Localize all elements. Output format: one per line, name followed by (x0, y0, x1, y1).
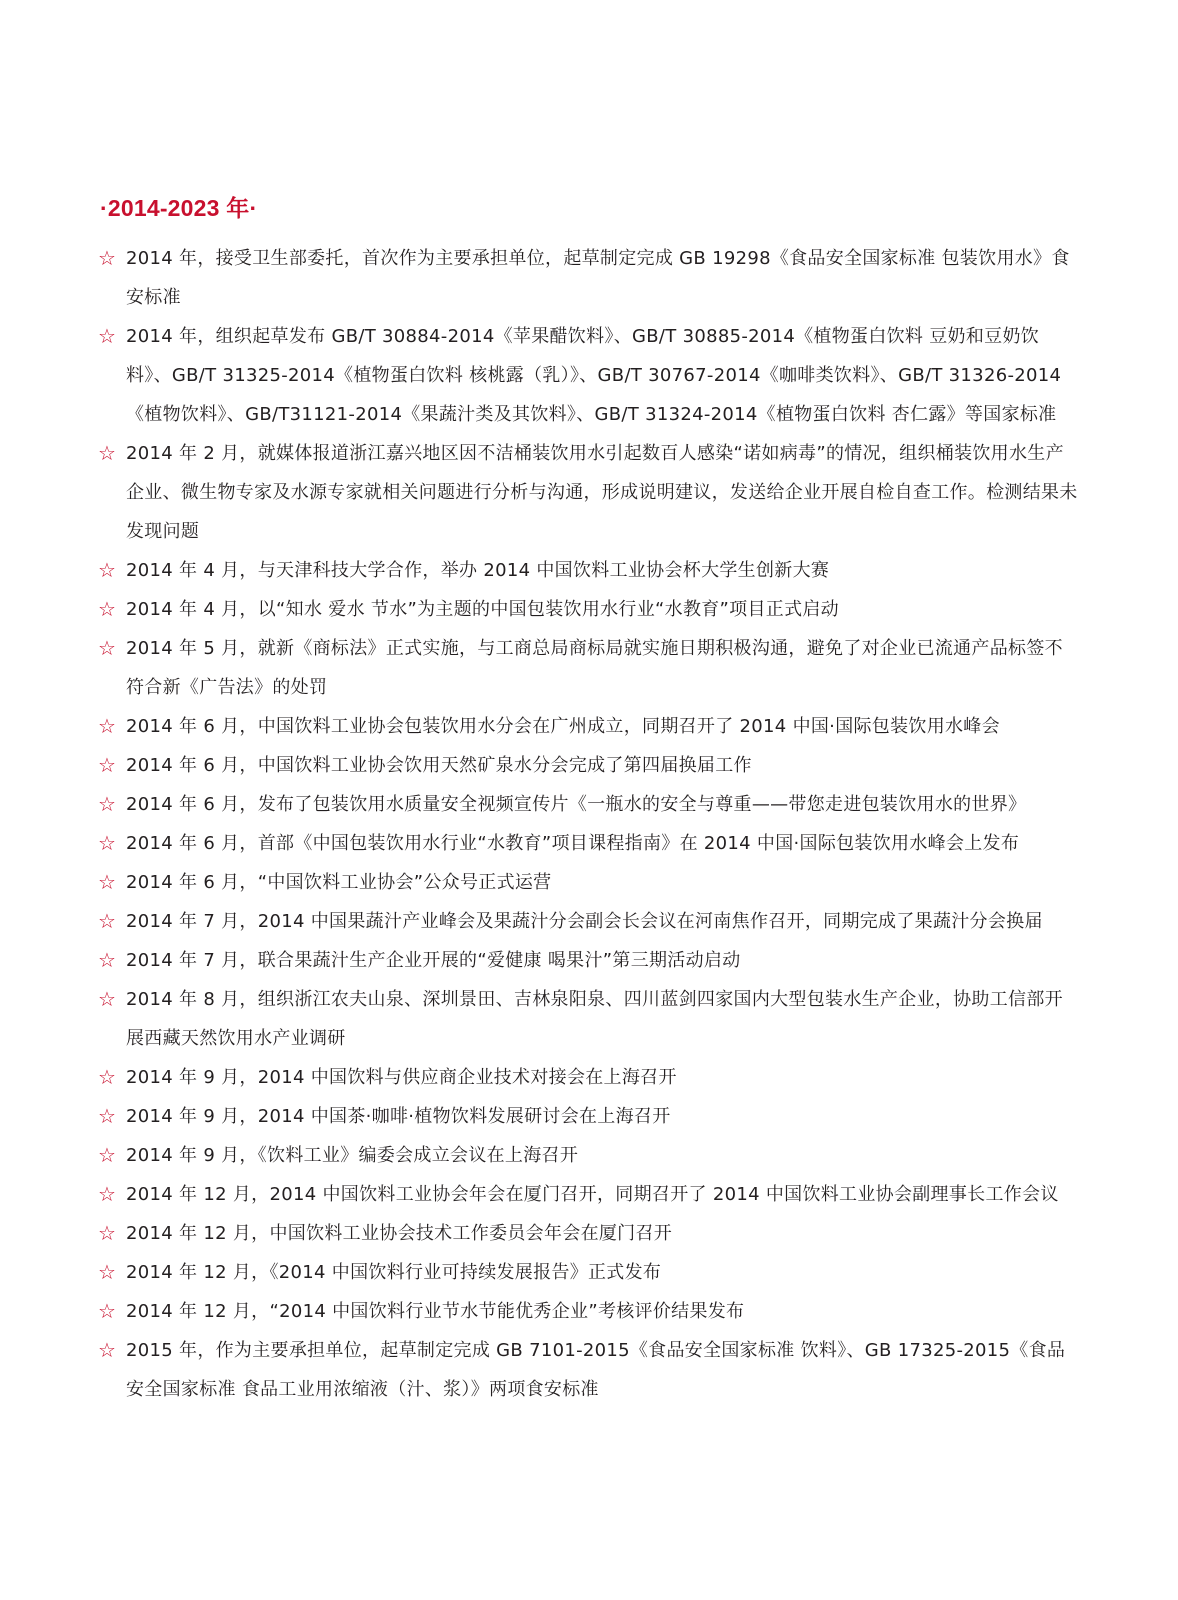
milestone-entry (98, 1292, 1078, 1331)
star-bullet-icon: ☆ (98, 558, 117, 582)
milestone-entry (98, 746, 1078, 785)
star-bullet-icon: ☆ (98, 441, 117, 465)
milestone-entry (98, 317, 1078, 434)
star-bullet-icon: ☆ (98, 324, 117, 348)
milestone-text: 2014 年 7 月，2014 中国果蔬汁产业峰会及果蔬汁分会副会长会议在河南焦作召开，同期完成了果蔬汁分会换届 (126, 911, 1043, 932)
milestone-entry (98, 1175, 1078, 1214)
milestone-text: 2014 年 9 月，2014 中国饮料与供应商企业技术对接会在上海召开 (126, 1067, 677, 1088)
milestone-entry (98, 1136, 1078, 1175)
milestone-text: 2014 年 12 月，《2014 中国饮料行业可持续发展报告》正式发布 (126, 1262, 662, 1283)
milestone-text: 2014 年 6 月，中国饮料工业协会包装饮用水分会在广州成立，同期召开了 2014 中国·国际包装饮用水峰会 (126, 716, 1000, 737)
milestone-entry (98, 863, 1078, 902)
star-bullet-icon: ☆ (98, 870, 117, 894)
section-title: ·2014-2023 年· (100, 195, 258, 221)
milestone-text: 2014 年 12 月，“2014 中国饮料行业节水节能优秀企业”考核评价结果发布 (126, 1301, 745, 1322)
milestone-text: 2015 年，作为主要承担单位，起草制定完成 GB 7101-2015《食品安全国家标准 饮料》、GB 17325-2015《食品安全国家标准 食品工业用浓缩液（汁、浆）》两项食安标准 (126, 1340, 1066, 1400)
milestone-entry (98, 1214, 1078, 1253)
milestone-entry (98, 1253, 1078, 1292)
star-bullet-icon: ☆ (98, 792, 117, 816)
star-bullet-icon: ☆ (98, 909, 117, 933)
milestone-text: 2014 年 12 月，中国饮料工业协会技术工作委员会年会在厦门召开 (126, 1223, 673, 1244)
milestone-text: 2014 年 6 月，中国饮料工业协会饮用天然矿泉水分会完成了第四届换届工作 (126, 755, 752, 776)
milestone-text: 2014 年，组织起草发布 GB/T 30884-2014《苹果醋饮料》、GB/T 30885-2014《植物蛋白饮料 豆奶和豆奶饮料》、GB/T 31325-2014《植物蛋白饮料 核桃露（乳）》、GB/T 30767-2014《咖啡类饮料》、GB/T 31326-2014《植物饮料》、GB/T31121-2014《果蔬汁类及其饮料》、GB/T 31324-2014《植物蛋白饮料 杏仁露》等国家标准 (126, 326, 1062, 425)
star-bullet-icon: ☆ (98, 597, 117, 621)
star-bullet-icon: ☆ (98, 1143, 117, 1167)
star-bullet-icon: ☆ (98, 636, 117, 660)
star-bullet-icon: ☆ (98, 1065, 117, 1089)
milestone-text: 2014 年 2 月，就媒体报道浙江嘉兴地区因不洁桶装饮用水引起数百人感染“诺如病毒”的情况，组织桶装饮用水生产企业、微生物专家及水源专家就相关问题进行分析与沟通，形成说明建议，发送给企业开展自检自查工作。检测结果未发现问题 (126, 443, 1078, 542)
milestone-entry (98, 590, 1078, 629)
star-bullet-icon: ☆ (98, 714, 117, 738)
star-bullet-icon: ☆ (98, 1104, 117, 1128)
milestone-entry (98, 239, 1078, 317)
milestone-text: 2014 年 6 月，首部《中国包装饮用水行业“水教育”项目课程指南》在 2014 中国·国际包装饮用水峰会上发布 (126, 833, 1020, 854)
milestone-entry (98, 824, 1078, 863)
milestone-text: 2014 年 5 月，就新《商标法》正式实施，与工商总局商标局就实施日期积极沟通，避免了对企业已流通产品标签不符合新《广告法》的处罚 (126, 638, 1063, 698)
milestone-entry (98, 707, 1078, 746)
milestone-text: 2014 年 9 月，2014 中国茶·咖啡·植物饮料发展研讨会在上海召开 (126, 1106, 671, 1127)
milestone-entry (98, 980, 1078, 1058)
milestone-entry (98, 941, 1078, 980)
milestone-text: 2014 年 8 月，组织浙江农夫山泉、深圳景田、吉林泉阳泉、四川蓝剑四家国内大型包装水生产企业，协助工信部开展西藏天然饮用水产业调研 (126, 989, 1063, 1049)
milestone-text: 2014 年 4 月，与天津科技大学合作，举办 2014 中国饮料工业协会杯大学生创新大赛 (126, 560, 830, 581)
star-bullet-icon: ☆ (98, 246, 117, 270)
star-bullet-icon: ☆ (98, 1260, 117, 1284)
star-bullet-icon: ☆ (98, 831, 117, 855)
milestone-text: 2014 年 7 月，联合果蔬汁生产企业开展的“爱健康 喝果汁”第三期活动启动 (126, 950, 741, 971)
milestone-text: 2014 年 9 月，《饮料工业》编委会成立会议在上海召开 (126, 1145, 579, 1166)
star-bullet-icon: ☆ (98, 1338, 117, 1362)
star-bullet-icon: ☆ (98, 1182, 117, 1206)
milestone-text: 2014 年 12 月，2014 中国饮料工业协会年会在厦门召开，同期召开了 2014 中国饮料工业协会副理事长工作会议 (126, 1184, 1059, 1205)
star-bullet-icon: ☆ (98, 1299, 117, 1323)
milestone-text: 2014 年 6 月，发布了包装饮用水质量安全视频宣传片《一瓶水的安全与尊重——带您走进包装饮用水的世界》 (126, 794, 1027, 815)
milestone-entry (98, 1097, 1078, 1136)
milestone-entry (98, 629, 1078, 707)
star-bullet-icon: ☆ (98, 1221, 117, 1245)
milestone-entry (98, 1331, 1078, 1409)
milestone-list (98, 239, 1078, 1409)
milestone-text: 2014 年，接受卫生部委托，首次作为主要承担单位，起草制定完成 GB 19298《食品安全国家标准 包装饮用水》食安标准 (126, 248, 1070, 308)
milestone-entry (98, 1058, 1078, 1097)
milestone-entry (98, 434, 1078, 551)
milestone-text: 2014 年 4 月，以“知水 爱水 节水”为主题的中国包装饮用水行业“水教育”项目正式启动 (126, 599, 839, 620)
milestone-text: 2014 年 6 月，“中国饮料工业协会”公众号正式运营 (126, 872, 552, 893)
milestone-entry (98, 902, 1078, 941)
star-bullet-icon: ☆ (98, 753, 117, 777)
star-bullet-icon: ☆ (98, 948, 117, 972)
milestone-entry (98, 551, 1078, 590)
milestone-entry (98, 785, 1078, 824)
star-bullet-icon: ☆ (98, 987, 117, 1011)
